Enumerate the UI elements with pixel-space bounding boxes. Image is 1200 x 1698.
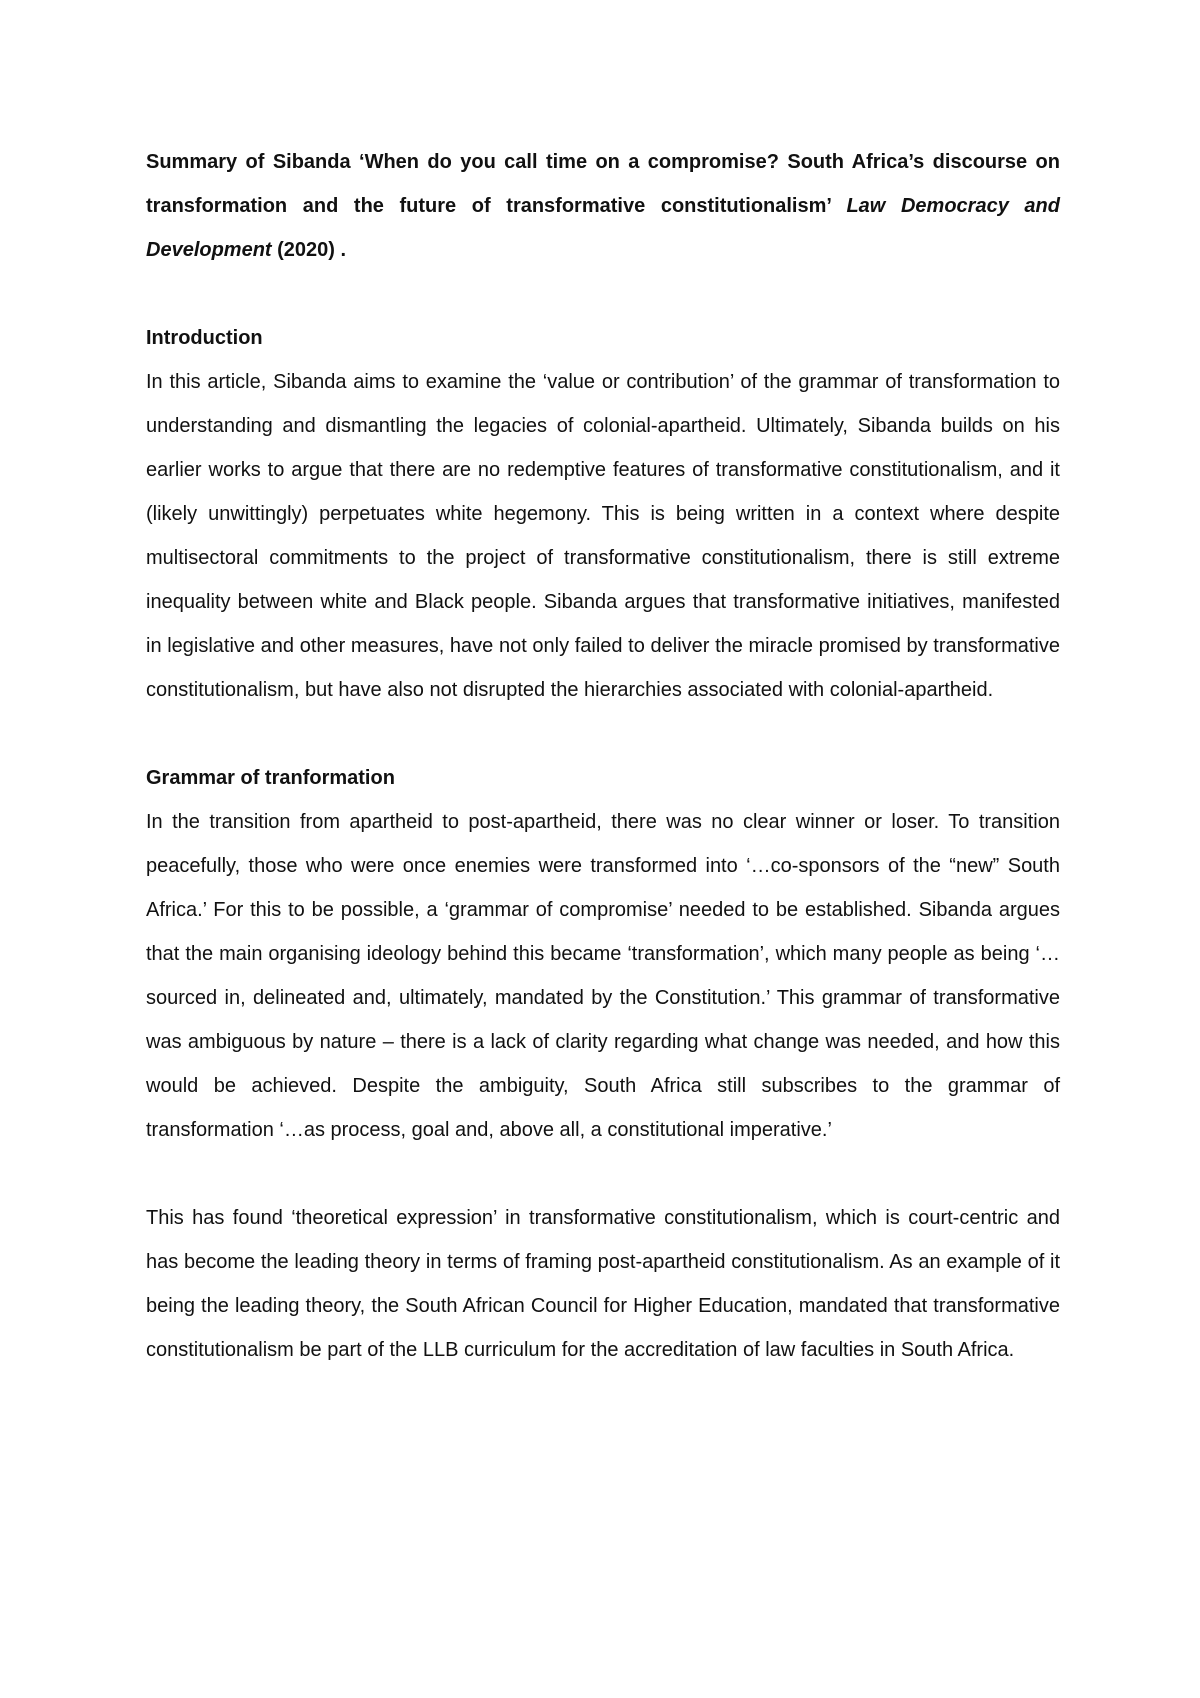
grammar-paragraph-1: In the transition from apartheid to post-apartheid, there was no clear winner or loser. To transition peacefully, those who were once enemies were transformed into ‘…co-sponsors of the “new” South Africa.’ For this to be possible, a ‘grammar of compromise’ needed to be established. Sibanda argues that the main organising ideology behind this became ‘transformation’, which many people as being ‘…sourced in, delineated and, ultimately, mandated by the Constitution.’ This grammar of transformative was ambiguous by nature – there is a lack of clarity regarding what change was needed, and how this would be achieved. Despite the ambiguity, South Africa still subscribes to the grammar of transformation ‘…as process, goal and, above all, a constitutional imperative.’ [146, 811, 1060, 1141]
grammar-paragraph-2: This has found ‘theoretical expression’ in transformative constitutionalism, which is court-centric and has become the leading theory in terms of framing post-apartheid constitutionalism. As an example of it being the leading theory, the South African Council for Higher Education, mandated that transformative constitutionalism be part of the LLB curriculum for the accreditation of law faculties in South Africa. [146, 1207, 1060, 1361]
document-body [146, 140, 1060, 1372]
section-heading-grammar: Grammar of tranformation [146, 767, 395, 789]
section-heading-introduction: Introduction [146, 327, 263, 349]
journal-name: Law Democracy and Development [146, 195, 1060, 261]
introduction-paragraph: In this article, Sibanda aims to examine the ‘value or contribution’ of the grammar of transformation to understanding and dismantling the legacies of colonial-apartheid. Ultimately, Sibanda builds on his earlier works to argue that there are no redemptive features of transformative constitutionalism, and it (likely unwittingly) perpetuates white hegemony. This is being written in a context where despite multisectoral commitments to the project of transformative constitutionalism, there is still extreme inequality between white and Black people. Sibanda argues that transformative initiatives, manifested in legislative and other measures, have not only failed to deliver the miracle promised by transformative constitutionalism, but have also not disrupted the hierarchies associated with colonial-apartheid. [146, 371, 1060, 701]
title-text: Summary of Sibanda ‘When do you call time on a compromise? South Africa’s discourse on transformation and the future of transformative constitutionalism’ [146, 151, 1060, 217]
document-title [146, 140, 1060, 272]
title-year: (2020) . [271, 239, 347, 261]
